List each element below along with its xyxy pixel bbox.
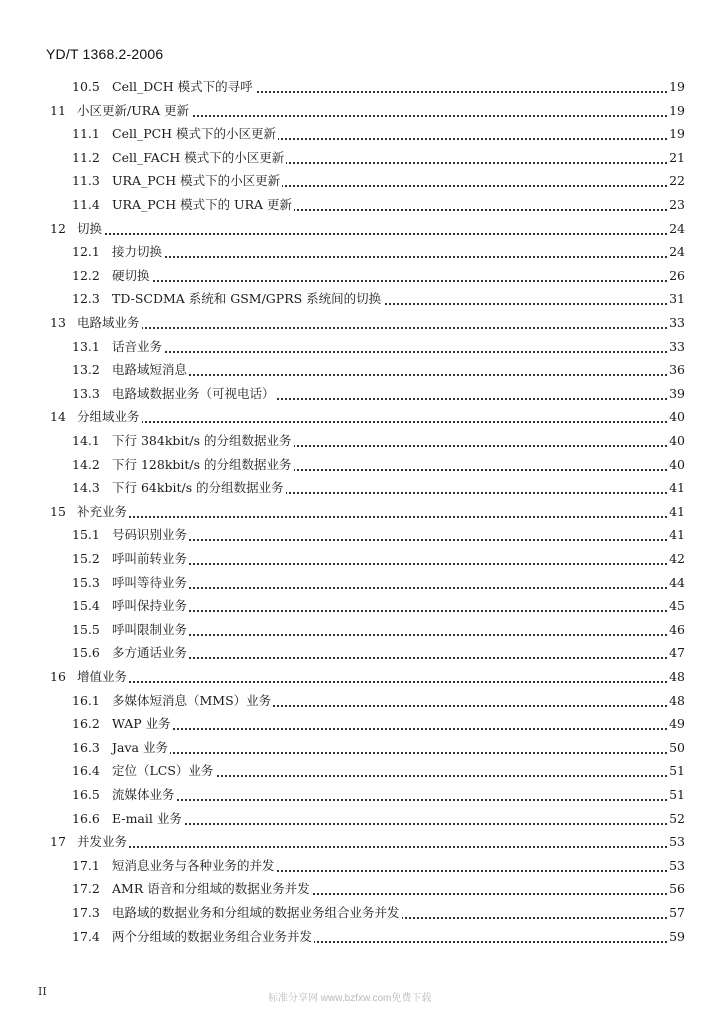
toc-entry-page: 56 [669,881,685,897]
toc-entry-page: 33 [669,338,685,354]
toc-entry-page: 19 [669,102,685,118]
toc-entry-number: 17.2 [72,881,100,897]
toc-entry-number: 10.5 [72,79,100,94]
toc-entry-page: 40 [669,456,685,472]
toc-entry-page: 41 [669,527,685,543]
toc-entry-number: 15.1 [72,527,100,543]
toc-entry-title: 接力切换 [112,244,163,260]
toc-entry-page: 48 [669,692,685,708]
toc-entry-page: 52 [669,810,685,826]
toc-entry-number: 17 [50,834,66,850]
toc-entry-number: 17.1 [72,857,100,873]
toc-leader-dots [112,751,667,754]
toc-leader-dots [112,727,667,730]
toc-entry [0,383,719,405]
toc-leader-dots [112,656,667,659]
toc-entry [0,288,719,310]
toc-entry-page: 36 [669,362,685,378]
toc-entry [0,713,719,735]
toc-entry-page: 46 [669,621,685,637]
toc-entry [0,336,719,358]
toc-entry-title: 切换 [77,220,103,236]
toc-entry-page: 19 [669,126,685,142]
toc-entry-title: 分组域业务 [77,409,140,425]
toc-leader-dots [77,515,667,518]
toc-entry-number: 16.2 [72,716,100,732]
toc-entry-page: 19 [669,79,685,94]
toc-entry-page: 44 [669,574,685,590]
toc-entry-number: 17.3 [72,905,100,920]
toc-entry-number: 15.3 [72,574,100,590]
toc-entry [0,194,719,216]
toc-entry-page: 26 [669,267,685,283]
toc-entry-page: 53 [669,834,685,850]
toc-entry-page: 50 [669,739,685,755]
toc-entry [0,312,719,334]
toc-entry-number: 13.3 [72,385,100,401]
toc-leader-dots [112,609,667,612]
toc-entry-number: 15.5 [72,621,100,637]
toc-entry-number: 13 [50,315,66,330]
toc-entry [0,123,719,145]
toc-entry-page: 23 [669,197,685,212]
toc-entry-number: 11.4 [72,197,100,212]
toc-entry-title: 多媒体短消息（MMS）业务 [112,692,272,708]
toc-entry-number: 14 [50,409,66,425]
toc-entry-page: 31 [669,291,685,307]
toc-entry [0,218,719,240]
toc-entry-page: 45 [669,598,685,614]
watermark: 标准分享网 www.bzfxw.com免费下载 [268,993,432,1004]
toc-entry-page: 41 [669,480,685,496]
toc-entry-page: 53 [669,857,685,873]
toc-entry-title: 呼叫保持业务 [112,598,188,614]
toc-entry-page: 40 [669,433,685,448]
toc-entry-title: WAP 业务 [112,716,171,732]
toc-entry-title: 呼叫限制业务 [112,621,188,637]
toc-entry-number: 17.4 [72,928,100,944]
toc-entry [0,477,719,499]
toc-entry-title: TD-SCDMA 系统和 GSM/GPRS 系统间的切换 [112,291,382,307]
toc-entry-title: URA_PCH 模式下的 URA 更新 [112,197,292,212]
page-number: II [38,985,47,998]
toc-entry-page: 48 [669,669,685,684]
toc-leader-dots [77,232,667,235]
toc-entry [0,359,719,381]
toc-entry-number: 15.6 [72,645,100,661]
toc-entry-title: 短消息业务与各种业务的并发 [112,857,275,873]
toc-entry-number: 14.3 [72,480,100,496]
toc-entry [0,784,719,806]
toc-entry-page: 42 [669,551,685,566]
toc-leader-dots [112,538,667,541]
toc-entry [0,690,719,712]
toc-entry-title: 硬切换 [112,267,150,283]
toc-entry-number: 13.1 [72,338,100,354]
toc-entry-number: 13.2 [72,362,100,378]
toc-entry-number: 12 [50,220,66,236]
toc-leader-dots [77,326,667,329]
toc-entry-page: 22 [669,173,685,189]
toc-leader-dots [112,633,667,636]
toc-entry-number: 16 [50,669,66,684]
toc-leader-dots [77,420,667,423]
toc-entry-number: 16.4 [72,763,100,779]
toc-entry-number: 14.2 [72,456,100,472]
toc-entry-number: 11 [50,102,66,118]
toc-entry-number: 12.1 [72,244,100,260]
toc-entry-title: E-mail 业务 [112,810,182,826]
toc-entry-title: 流媒体业务 [112,787,175,802]
toc-entry-title: Java 业务 [112,739,168,755]
toc-entry-title: 下行 128kbit/s 的分组数据业务 [112,456,292,472]
toc-entry [0,642,719,664]
toc-entry [0,595,719,617]
toc-entry-number: 11.1 [72,126,100,142]
toc-entry-number: 15.2 [72,551,100,566]
toc-entry-title: 增值业务 [77,669,128,684]
toc-entry-title: AMR 语音和分组域的数据业务并发 [112,881,310,897]
toc-entry-title: 小区更新/URA 更新 [77,102,190,118]
document-header: YD/T 1368.2-2006 [46,46,164,62]
toc-entry [0,902,719,924]
toc-entry-page: 33 [669,315,685,330]
toc-entry [0,926,719,948]
toc-entry-title: 并发业务 [77,834,128,850]
toc-entry-page: 39 [669,385,685,401]
toc-leader-dots [112,279,667,282]
toc-entry-title: 补充业务 [77,503,128,519]
toc-entry-title: 两个分组域的数据业务组合业务并发 [112,928,313,944]
toc-entry-title: 呼叫等待业务 [112,574,188,590]
toc-leader-dots [112,373,667,376]
toc-entry [0,430,719,452]
toc-entry-number: 16.6 [72,810,100,826]
toc-entry-title: 电路域的数据业务和分组域的数据业务组合业务并发 [112,905,400,920]
toc-entry-page: 51 [669,787,685,802]
toc-entry-number: 15.4 [72,598,100,614]
toc-entry [0,572,719,594]
toc-entry-title: 电路域业务 [77,315,140,330]
toc-leader-dots [112,562,667,565]
toc-entry-number: 12.3 [72,291,100,307]
toc-entry [0,760,719,782]
toc-entry [0,147,719,169]
toc-leader-dots [77,845,667,848]
toc-entry-number: 12.2 [72,267,100,283]
toc-entry-title: 多方通话业务 [112,645,188,661]
toc-leader-dots [112,798,667,801]
toc-entry [0,501,719,523]
toc-entry-page: 57 [669,905,685,920]
toc-entry [0,619,719,641]
toc-entry-title: 定位（LCS）业务 [112,763,214,779]
toc-entry-number: 16.5 [72,787,100,802]
toc-entry-title: URA_PCH 模式下的小区更新 [112,173,281,189]
toc-entry-title: 话音业务 [112,338,163,354]
toc-entry-title: Cell_FACH 模式下的小区更新 [112,149,285,165]
toc-entry [0,406,719,428]
toc-leader-dots [112,255,667,258]
toc-entry-title: 电路域数据业务（可视电话） [112,385,275,401]
toc-entry [0,265,719,287]
toc-entry-number: 16.3 [72,739,100,755]
toc-entry-number: 11.3 [72,173,100,189]
toc-entry-page: 40 [669,409,685,425]
toc-entry-title: 下行 64kbit/s 的分组数据业务 [112,480,284,496]
toc-entry [0,454,719,476]
toc-entry-title: Cell_PCH 模式下的小区更新 [112,126,277,142]
toc-entry-page: 49 [669,716,685,732]
toc-entry [0,878,719,900]
toc-entry-number: 16.1 [72,692,100,708]
toc-entry-number: 11.2 [72,149,100,165]
toc-entry [0,76,719,98]
toc-entry [0,808,719,830]
toc-entry-page: 59 [669,928,685,944]
toc-entry [0,831,719,853]
toc-entry-title: 下行 384kbit/s 的分组数据业务 [112,433,292,448]
toc-entry [0,241,719,263]
toc-leader-dots [112,586,667,589]
toc-entry-number: 14.1 [72,433,100,448]
toc-entry-number: 15 [50,503,66,519]
toc-entry-title: 呼叫前转业务 [112,551,188,566]
toc-entry [0,548,719,570]
toc-entry-page: 21 [669,149,685,165]
toc-entry-title: 电路域短消息 [112,362,188,378]
toc-entry-page: 41 [669,503,685,519]
toc-entry [0,666,719,688]
toc-entry [0,524,719,546]
toc-entry-title: 号码识别业务 [112,527,188,543]
toc-entry [0,170,719,192]
toc-entry [0,855,719,877]
toc-leader-dots [112,350,667,353]
toc-entry-title: Cell_DCH 模式下的寻呼 [112,79,253,94]
toc-entry-page: 24 [669,220,685,236]
toc-leader-dots [112,822,667,825]
toc-entry [0,737,719,759]
toc-entry-page: 24 [669,244,685,260]
toc-entry-page: 51 [669,763,685,779]
toc-leader-dots [77,680,667,683]
toc-entry-page: 47 [669,645,685,661]
toc-entry [0,100,719,122]
